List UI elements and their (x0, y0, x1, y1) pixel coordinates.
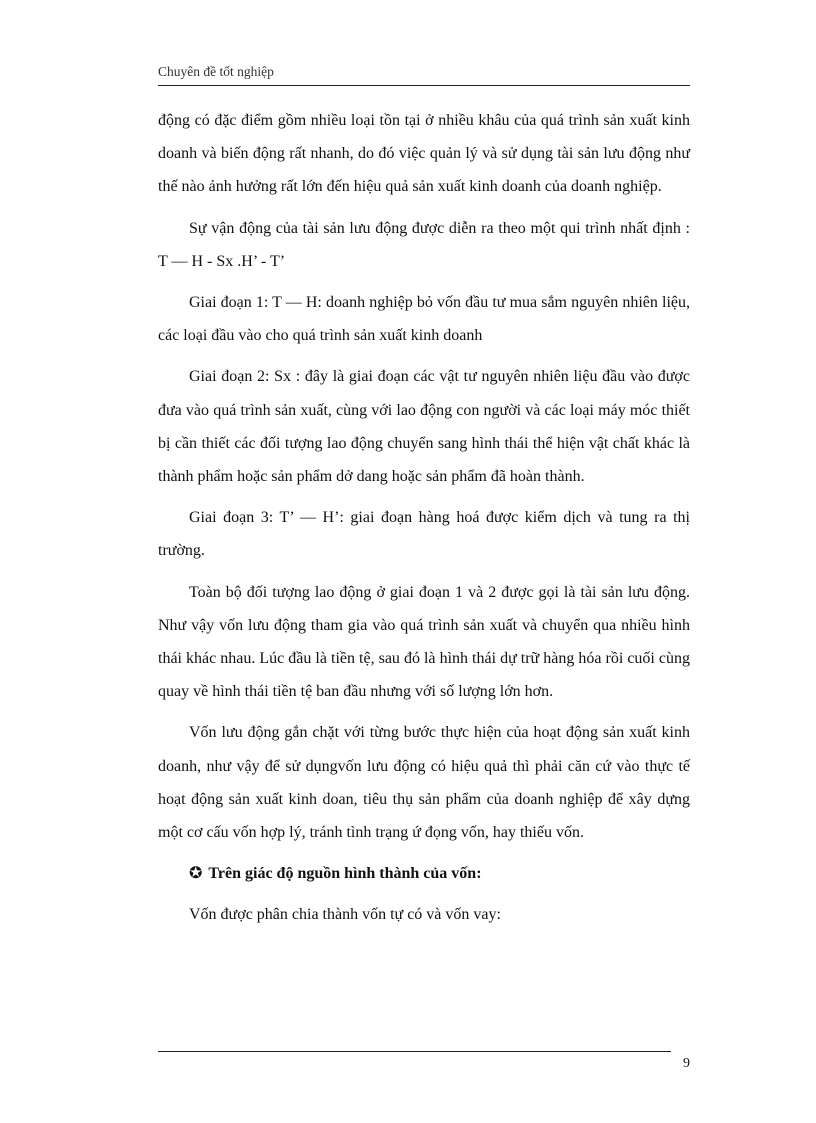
paragraph-2: Sự vận động của tài sản lưu động được diễn ra theo một qui trình nhất định : T — H - Sx .H’ - T’ (158, 219, 690, 270)
body-text (158, 104, 690, 940)
paragraph-6: Toàn bộ đối tượng lao động ở giai đoạn 1 và 2 được gọi là tài sản lưu động. Như vậy vốn lưu động tham gia vào quá trình sản xuất và chuyển qua nhiều hình thái khác nhau. Lúc đầu là tiền tệ, sau đó là hình thái dự trữ hàng hóa rồi cuối cùng quay về hình thái tiền tệ ban đầu nhưng với số lượng lớn hơn. (158, 583, 690, 701)
paragraph-1: động có đặc điểm gồm nhiều loại tồn tại ở nhiều khâu của quá trình sản xuất kinh doanh và biến động rất nhanh, do đó việc quản lý và sử dụng tài sản lưu động như thế nào ảnh hưởng rất lớn đến hiệu quả sản xuất kinh doanh của doanh nghiệp. (158, 112, 690, 196)
paragraph-3: Giai đoạn 1: T — H: doanh nghiệp bỏ vốn đầu tư mua sắm nguyên nhiên liệu, các loại đầu vào cho quá trình sản xuất kinh doanh (158, 294, 690, 345)
running-header (158, 64, 690, 86)
page-number: 9 (683, 1056, 690, 1071)
paragraph-7: Vốn lưu động gắn chặt với từng bước thực hiện của hoạt động sản xuất kinh doanh, như vậy để sử dụngvốn lưu động có hiệu quả thì phải căn cứ vào thực tế hoạt động sản xuất kinh doan, tiêu thụ sản phẩm của doanh nghiệp để xây dựng một cơ cấu vốn hợp lý, tránh tình trạng ứ đọng vốn, hay thiếu vốn. (158, 724, 690, 842)
paragraph-5: Giai đoạn 3: T’ — H’: giai đoạn hàng hoá được kiểm dịch và tung ra thị trường. (158, 509, 690, 560)
footer-divider (158, 1051, 671, 1052)
section-heading-text: Trên giác độ nguồn hình thành của vốn: (208, 865, 482, 883)
section-heading (158, 857, 690, 890)
paragraph-4: Giai đoạn 2: Sx : đây là giai đoạn các vật tư nguyên nhiên liệu đầu vào được đưa vào quá trình sản xuất, cùng với lao động con người và các loại máy móc thiết bị cần thiết các đối tượng lao động chuyển sang hình thái thể hiện vật chất khác là thành phẩm hoặc sản phẩm dở dang hoặc sản phẩm đã hoàn thành. (158, 368, 690, 486)
closing-paragraph: Vốn được phân chia thành vốn tự có và vốn vay: (189, 906, 501, 924)
header-title: Chuyên đề tốt nghiệp (158, 64, 274, 79)
star-bullet-icon: ✪ (189, 865, 203, 883)
